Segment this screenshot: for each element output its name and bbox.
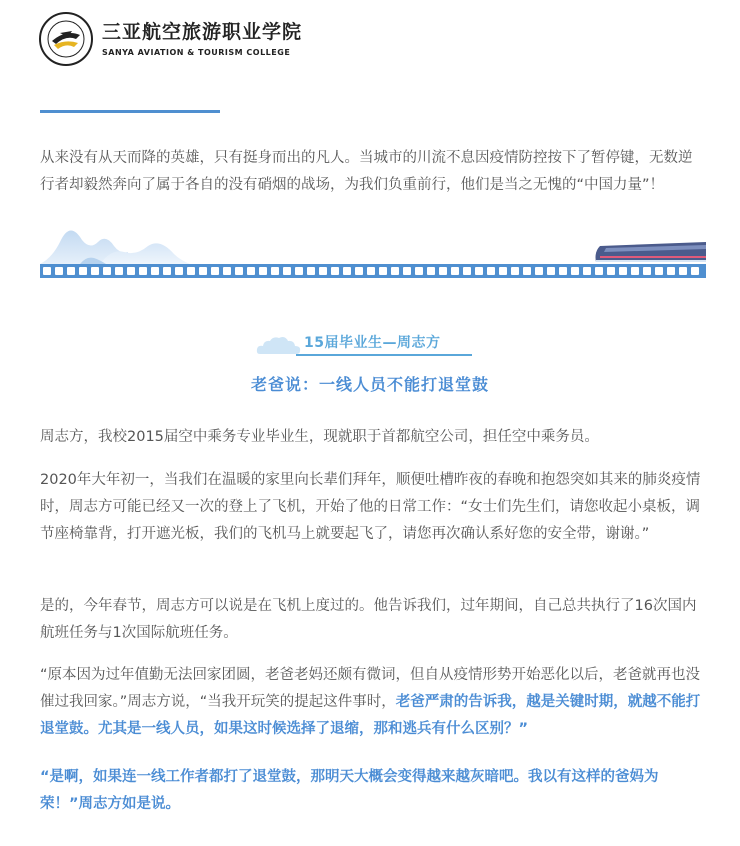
paragraph-1: 周志方，我校2015届空中乘务专业毕业生，现就职于首都航空公司，担任空中乘务员。: [40, 429, 599, 445]
intro-paragraph: 从来没有从天而降的英雄，只有挺身而出的凡人。当城市的川流不息因疫情防控按下了暂停键，无数逆行者却毅然奔向了属于各自的没有硝烟的战场，为我们负重前行，他们是当之无愧的“中国力量”！: [40, 150, 693, 193]
college-header: [38, 10, 302, 68]
college-name-cn: 三亚航空旅游职业学院: [102, 21, 303, 43]
college-name: [102, 20, 302, 58]
cloud-icon: [256, 334, 302, 356]
paragraph-4: [40, 662, 706, 743]
section-divider: [40, 110, 220, 113]
paragraph-2: 2020年大年初一，当我们在温暖的家里向长辈们拜年，顺便吐槽昨夜的春晚和抱怨突如其来的肺炎疫情时，周志方可能已经又一次的登上了飞机，开始了他的日常工作：“女士们先生们，请您收起小桌板，调节座椅靠背，打开遮光板，我们的飞机马上就要起飞了，请您再次确认系好您的安全带，谢谢。”: [40, 472, 701, 542]
section-title: 老爸说：一线人员不能打退堂鼓: [250, 375, 489, 394]
paragraph-3: 是的，今年春节，周志方可以说是在飞机上度过的。他告诉我们，过年期间，自己总共执行了16次国内航班任务与1次国际航班任务。: [40, 598, 697, 641]
paragraph-4-normal: “原本因为过年值勤无法回家团圆，老爸老妈还颇有微词，但自从疫情形势开始恶化以后，老爸就再也没催过我回家。”周志方说，“当我开玩笑的提起这件事时，: [40, 667, 701, 710]
college-seal-icon: [38, 11, 94, 67]
college-name-en: SANYA AVIATION & TOURISM COLLEGE: [102, 48, 291, 57]
train-illustration: [40, 218, 706, 280]
paragraph-5-bold: “是啊，如果连一线工作者都打了退堂鼓，那明天大概会变得越来越灰暗吧。我以有这样的爸妈为荣！”周志方如是说。: [40, 769, 659, 812]
graduate-underline: [296, 354, 472, 356]
graduate-label-block: [256, 330, 476, 356]
paragraph-4-bold: 老爸严肃的告诉我，越是关键时期，就越不能打退堂鼓。尤其是一线人员，如果这时候选择了退缩，那和逃兵有什么区别？”: [40, 694, 701, 737]
graduate-name: 15届毕业生—周志方: [304, 335, 441, 351]
paragraph-5: [40, 764, 706, 818]
